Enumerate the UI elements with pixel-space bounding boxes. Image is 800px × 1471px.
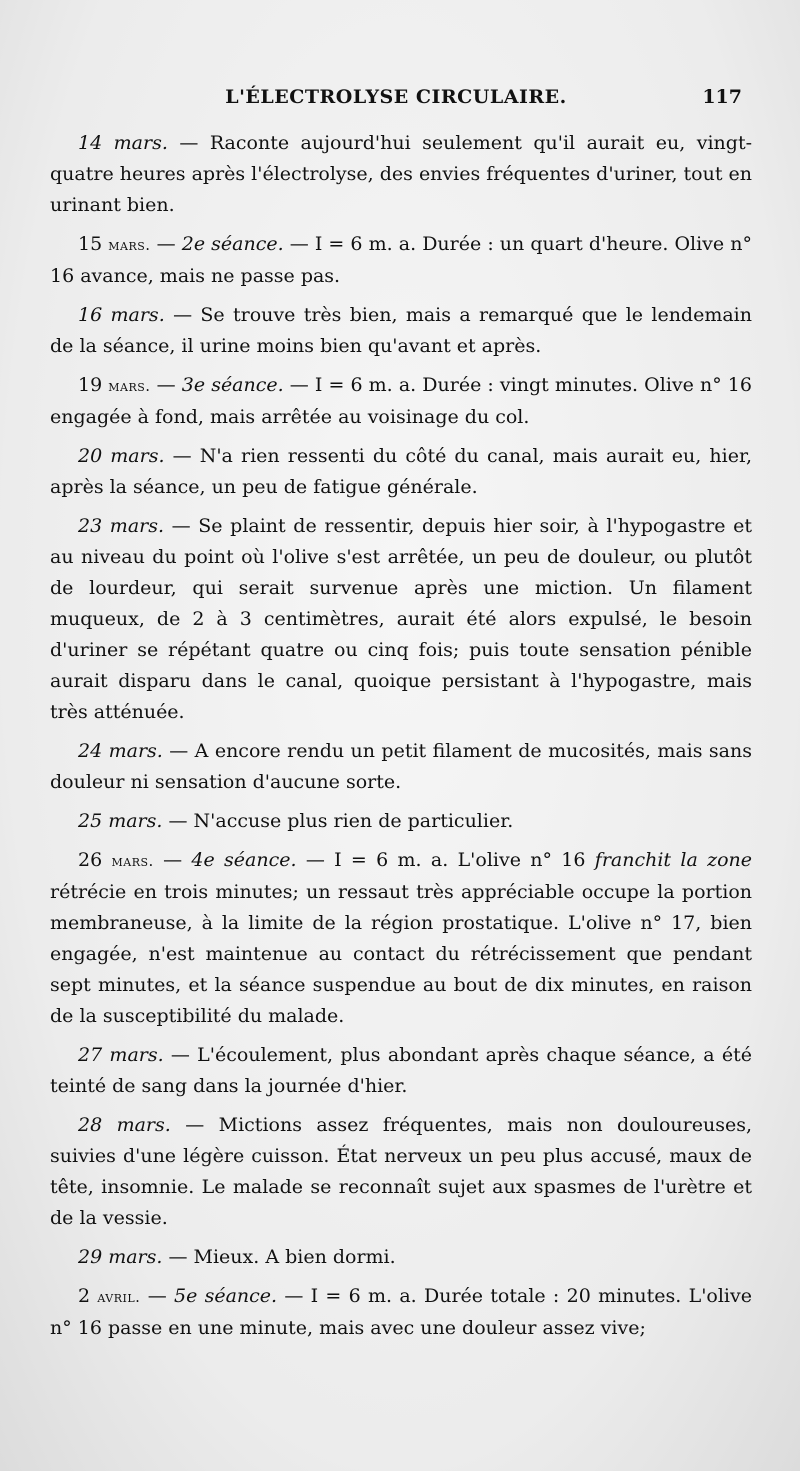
page-number: 117 [702,86,742,108]
entry-seance: 4e séance. [191,849,297,871]
entry-date-month: avril. [97,1288,141,1306]
entry-text: — Se trouve très bien, mais a remarqué que le lendemain de la séance, il urine moins bien qu'avant et après. [50,304,752,357]
entry-text: — Se plaint de ressentir, depuis hier soir, à l'hypogastre et au niveau du point où l'olive s'est arrêtée, un peu de douleur, ou plutôt de lourdeur, qui serait survenue après une miction. Un filament muqueux, de 2 à 3 centimètres, aurait été alors expulsé, le besoin d'uriner se répétant quatre ou cinq fois; puis toute sensation pénible aurait disparu dans le canal, quoique persistant à l'hypogastre, mais très atténuée. [50,515,753,723]
entry-date: 24 mars. [78,740,163,762]
entry-date-month: mars. [111,852,154,870]
entry-date: 27 mars. [78,1044,164,1066]
entry-text: — I = 6 m. a. Durée totale : 20 minutes. L'olive n° 16 passe en une minute, mais avec une douleur assez vive; [50,1285,752,1339]
entry-text-a: — I = 6 m. a. L'olive n° 16 [296,849,595,871]
entry-26-mars [50,845,752,1032]
entry-italic-phrase: franchit la zone [594,849,752,871]
entry-24-mars [50,736,752,798]
entry-separator: — [140,1285,174,1307]
entry-seance: 2e séance. [181,233,284,255]
entry-date-num: 26 [78,849,103,871]
entry-text: — I = 6 m. a. Durée : un quart d'heure. Olive n° 16 avance, mais ne passe pas. [50,233,752,287]
entry-text: — L'écoulement, plus abondant après chaque séance, a été teinté de sang dans la journée d'hier. [50,1044,752,1097]
entry-date-num: 19 [78,374,103,396]
entry-date: 25 mars. [78,810,163,832]
entry-date: 14 mars. [78,132,168,154]
entry-date-month: mars. [108,377,151,395]
entry-separator: — [153,849,192,871]
entry-text: — Mictions assez fréquentes, mais non douloureuses, suivies d'une légère cuisson. État nerveux un peu plus accusé, maux de tête, insomnie. Le malade se reconnaît sujet aux spasmes de l'urètre et de la vessie. [50,1114,752,1229]
entry-seance: 3e séance. [181,374,284,396]
entry-27-mars [50,1040,752,1102]
entry-text-b: rétrécie en trois minutes; un ressaut très appréciable occupe la portion membraneuse, à la limite de la région prostatique. L'olive n° 17, bien engagée, n'est maintenue au contact du rétrécissement que pendant sept minutes, et la séance suspendue au bout de dix minutes, en raison de la susceptibilité du malade. [50,881,752,1027]
entry-text: — Mieux. A bien dormi. [162,1246,396,1268]
page-header [50,86,742,116]
entry-date: 23 mars. [78,515,165,537]
entry-29-mars [50,1242,752,1273]
entry-date-num: 15 [78,233,103,255]
entry-seance: 5e séance. [173,1285,278,1307]
entry-23-mars [50,511,752,728]
entry-text: — N'accuse plus rien de particulier. [162,810,514,832]
entry-25-mars [50,806,752,837]
entry-14-mars [50,128,752,221]
entry-separator: — [150,374,182,396]
entry-2-avril [50,1281,752,1344]
page-body [50,128,752,1352]
entry-16-mars [50,300,752,362]
entry-date: 29 mars. [78,1246,163,1268]
entry-19-mars [50,370,752,433]
entry-text: — N'a rien ressenti du côté du canal, mais aurait eu, hier, après la séance, un peu de fatigue générale. [50,445,752,498]
entry-date-num: 2 [78,1285,91,1307]
entry-15-mars [50,229,752,292]
entry-date: 20 mars. [78,445,165,467]
running-title: L'ÉLECTROLYSE CIRCULAIRE. [225,86,567,108]
entry-20-mars [50,441,752,503]
entry-date: 16 mars. [78,304,165,326]
entry-text: — Raconte aujourd'hui seulement qu'il aurait eu, vingt-quatre heures après l'électrolyse, des envies fréquentes d'uriner, tout en urinant bien. [50,132,752,216]
entry-28-mars [50,1110,752,1234]
entry-text: — A encore rendu un petit filament de mucosités, mais sans douleur ni sensation d'aucune sorte. [50,740,752,793]
entry-separator: — [150,233,182,255]
entry-text: — I = 6 m. a. Durée : vingt minutes. Olive n° 16 engagée à fond, mais arrêtée au voisinage du col. [50,374,752,428]
entry-date: 28 mars. [78,1114,171,1136]
entry-date-month: mars. [108,236,151,254]
